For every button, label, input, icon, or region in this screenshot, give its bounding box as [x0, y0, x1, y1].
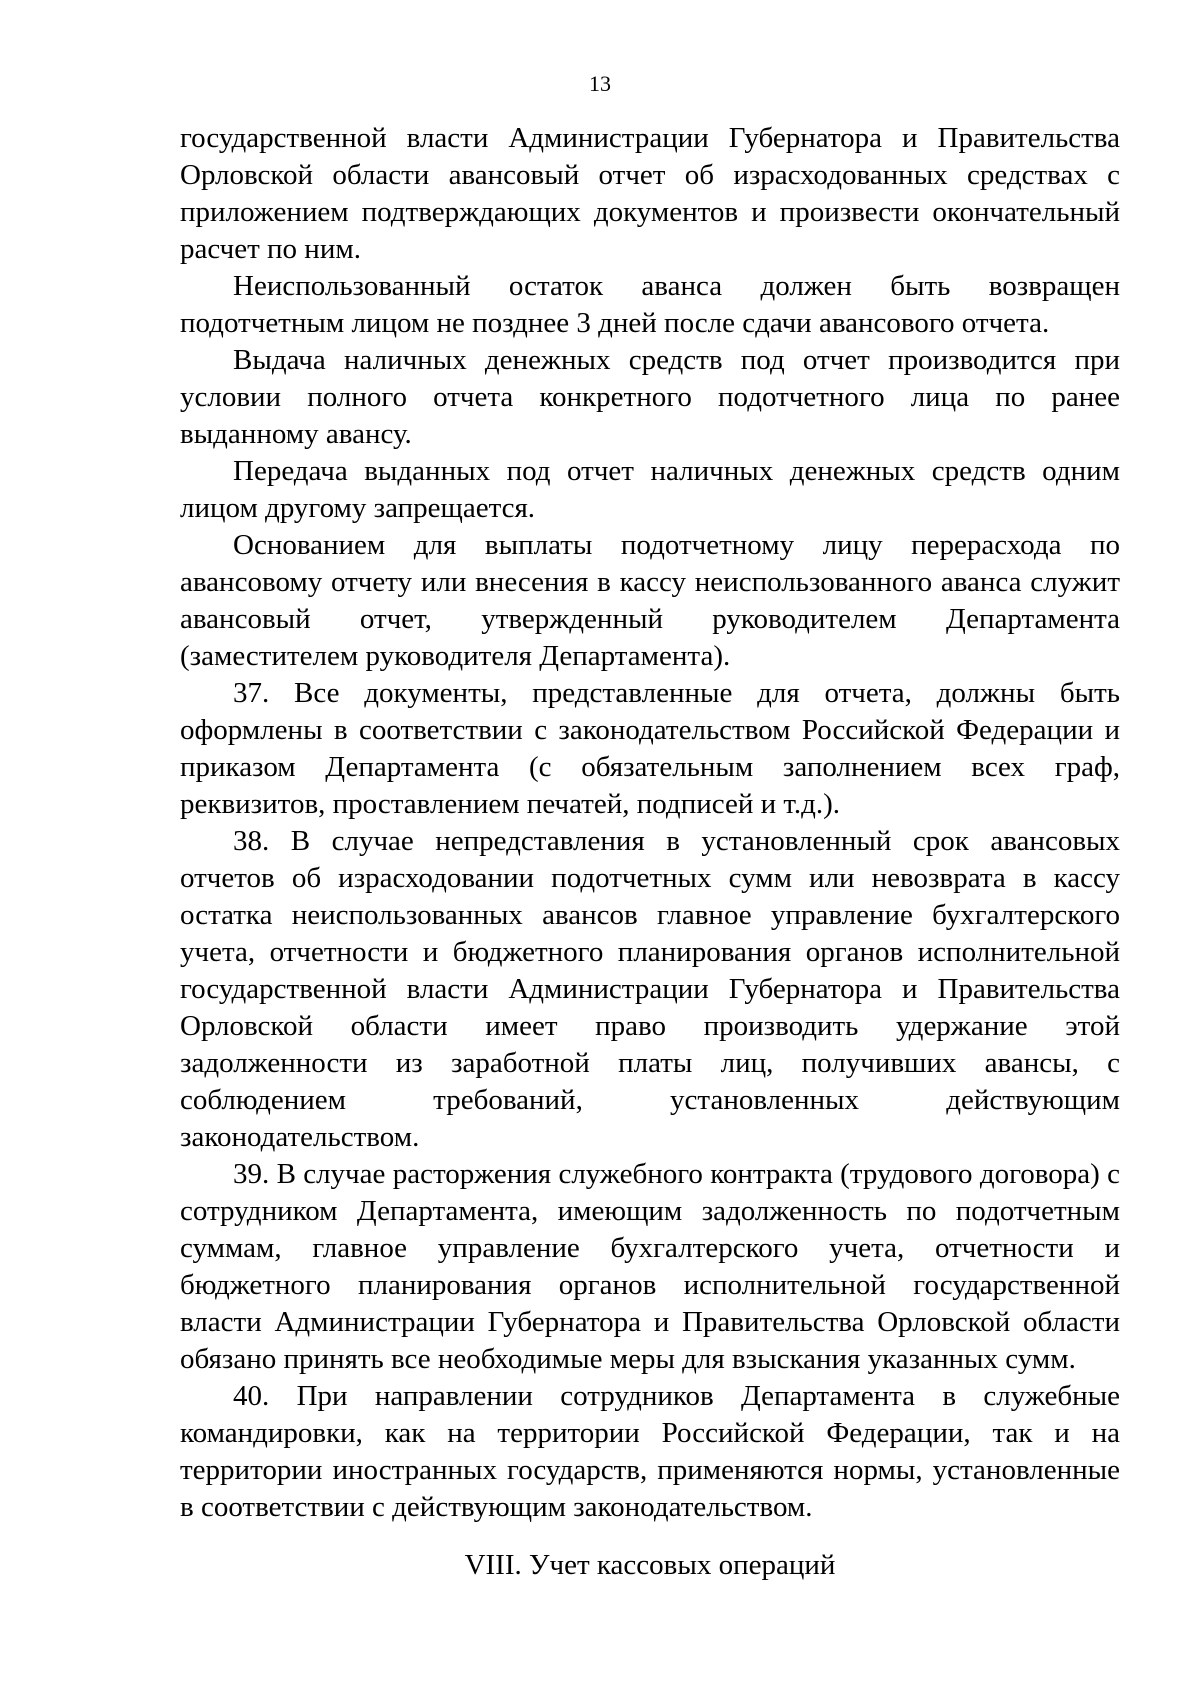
page-number: 13 [589, 71, 611, 96]
document-body [180, 120, 1120, 1526]
paragraph-item-40: 40. При направлении сотрудников Департамента в служебные командировки, как на территории Российской Федерации, так и на территории иностранных государств, применяются нормы, установленные в соответствии с действующим законодательством. [180, 1380, 1120, 1523]
paragraph-item-38: 38. В случае непредставления в установленный срок авансовых отчетов об израсходовании подотчетных сумм или невозврата в кассу остатка неиспользованных авансов главное управление бухгалтерского учета, отчетности и бюджетного планирования органов исполнительной государственной власти Администрации Губернатора и Правительства Орловской области имеет право производить удержание этой задолженности из заработной платы лиц, получивших авансы, с соблюдением требований, установленных действующим законодательством. [180, 825, 1120, 1153]
paragraph-cash-issuance: Выдача наличных денежных средств под отчет производится при условии полного отчета конкретного подотчетного лица по ранее выданному авансу. [180, 344, 1120, 450]
paragraph-item-39: 39. В случае расторжения служебного контракта (трудового договора) с сотрудником Департамента, имеющим задолженность по подотчетным суммам, главное управление бухгалтерского учета, отчетности и бюджетного планирования органов исполнительной государственной власти Администрации Губернатора и Правительства Орловской области обязано принять все необходимые меры для взыскания указанных сумм. [180, 1158, 1120, 1375]
paragraph-item-37: 37. Все документы, представленные для отчета, должны быть оформлены в соответствии с законодательством Российской Федерации и приказом Департамента (с обязательным заполнением всех граф, реквизитов, проставлением печатей, подписей и т.д.). [180, 677, 1120, 820]
paragraph-transfer-prohibited: Передача выданных под отчет наличных денежных средств одним лицом другому запрещается. [180, 455, 1120, 524]
section-heading: VIII. Учет кассовых операций [464, 1549, 836, 1581]
paragraph-overspend-basis: Основанием для выплаты подотчетному лицу перерасхода по авансовому отчету или внесения в кассу неиспользованного аванса служит авансовый отчет, утвержденный руководителем Департамента (заместителем руководителя Департамента). [180, 529, 1120, 672]
paragraph-continuation: государственной власти Администрации Губернатора и Правительства Орловской области авансовый отчет об израсходованных средствах с приложением подтверждающих документов и произвести окончательный расчет по ним. [180, 122, 1120, 265]
paragraph-unused-advance: Неиспользованный остаток аванса должен быть возвращен подотчетным лицом не позднее 3 дней после сдачи авансового отчета. [180, 270, 1120, 339]
